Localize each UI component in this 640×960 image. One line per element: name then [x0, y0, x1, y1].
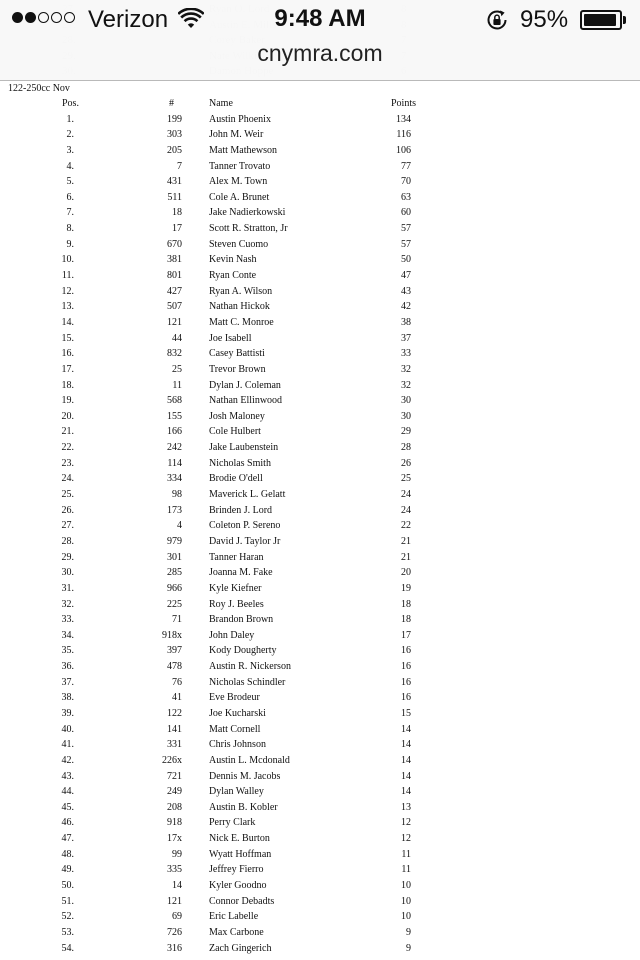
- number-cell: 99: [172, 848, 182, 860]
- ios-browser-top-bar: [0, 0, 640, 81]
- number-cell: 478: [167, 661, 182, 673]
- number-cell: 141: [167, 723, 182, 735]
- number-cell: 122: [167, 707, 182, 719]
- pos-cell: 38.: [61, 692, 74, 704]
- pos-cell: 9.: [66, 238, 74, 250]
- points-cell: 70: [401, 176, 411, 188]
- number-cell: 18: [172, 207, 182, 219]
- pos-cell: 2.: [66, 129, 74, 141]
- pos-cell: 15.: [61, 332, 74, 344]
- number-cell: 208: [167, 801, 182, 813]
- number-cell: 285: [167, 567, 182, 579]
- table-row: [0, 190, 640, 206]
- table-row: [0, 268, 640, 284]
- number-cell: 14: [172, 880, 182, 892]
- points-cell: 33: [401, 348, 411, 360]
- points-cell: 16: [401, 661, 411, 673]
- battery-percentage: 95%: [520, 6, 569, 33]
- rider-name-cell: Brinden J. Lord: [209, 504, 273, 516]
- number-cell: 76: [172, 676, 182, 688]
- table-row: [0, 690, 640, 706]
- points-cell: 16: [401, 676, 411, 688]
- pos-cell: 13.: [61, 301, 74, 313]
- points-cell: 50: [401, 254, 411, 266]
- battery-tip: [623, 16, 626, 24]
- rider-name-cell: Maverick L. Gelatt: [209, 489, 286, 501]
- pos-cell: 24.: [61, 473, 74, 485]
- points-cell: 14: [401, 786, 411, 798]
- pos-cell: 45.: [61, 801, 74, 813]
- points-cell: 11: [401, 848, 411, 860]
- points-cell: 20: [401, 567, 411, 579]
- points-cell: 12: [401, 833, 411, 845]
- pos-cell: 53.: [61, 926, 74, 938]
- pos-cell: 50.: [61, 880, 74, 892]
- rider-name-cell: Cole Hulbert: [209, 426, 261, 438]
- pos-cell: 1.: [66, 113, 74, 125]
- rider-name-cell: Wyatt Hoffman: [209, 848, 272, 860]
- points-cell: 43: [401, 285, 411, 297]
- rider-name-cell: Austin L. Mcdonald: [209, 754, 290, 766]
- table-row: [0, 456, 640, 472]
- table-row: [0, 612, 640, 628]
- number-cell: 173: [167, 504, 182, 516]
- table-row: [0, 737, 640, 753]
- points-cell: 12: [401, 817, 411, 829]
- table-row: [0, 550, 640, 566]
- number-cell: 155: [167, 410, 182, 422]
- number-cell: 966: [167, 582, 182, 594]
- table-row: [0, 205, 640, 221]
- rider-name-cell: Steven Cuomo: [209, 238, 269, 250]
- table-row: [0, 925, 640, 941]
- number-cell: 918: [167, 817, 182, 829]
- table-row: [0, 800, 640, 816]
- rider-name-cell: Brodie O'dell: [209, 473, 263, 485]
- table-row: [0, 440, 640, 456]
- table-row: [0, 815, 640, 831]
- rider-name-cell: Jake Laubenstein: [209, 442, 279, 454]
- points-cell: 30: [401, 395, 411, 407]
- pos-cell: 46.: [61, 817, 74, 829]
- pos-cell: 36.: [61, 661, 74, 673]
- number-cell: 17x: [167, 833, 182, 845]
- rider-name-cell: Ryan Conte: [209, 270, 257, 282]
- battery-icon: [580, 10, 622, 30]
- table-row: [0, 878, 640, 894]
- column-header-pos: Pos.: [62, 98, 79, 109]
- pos-cell: 47.: [61, 833, 74, 845]
- table-row: [0, 597, 640, 613]
- standings-header-row: [0, 96, 640, 112]
- rider-name-cell: Zach Gingerich: [209, 942, 272, 954]
- standings-rows: [0, 112, 640, 957]
- pos-cell: 41.: [61, 739, 74, 751]
- pos-cell: 31.: [61, 582, 74, 594]
- rider-name-cell: Trevor Brown: [209, 363, 266, 375]
- rider-name-cell: Austin Phoenix: [209, 113, 271, 125]
- table-row: [0, 565, 640, 581]
- pos-cell: 26.: [61, 504, 74, 516]
- table-row: [0, 706, 640, 722]
- rider-name-cell: Matt Mathewson: [209, 144, 278, 156]
- pos-cell: 8.: [66, 223, 74, 235]
- pos-cell: 21.: [61, 426, 74, 438]
- points-cell: 134: [396, 113, 411, 125]
- pos-cell: 32.: [61, 598, 74, 610]
- rider-name-cell: John M. Weir: [209, 129, 264, 141]
- number-cell: 726: [167, 926, 182, 938]
- table-row: [0, 675, 640, 691]
- rider-name-cell: Dylan J. Coleman: [209, 379, 281, 391]
- rider-name-cell: Nathan Ellinwood: [209, 395, 283, 407]
- number-cell: 316: [167, 942, 182, 954]
- carrier-name: Verizon: [88, 6, 169, 33]
- number-cell: 249: [167, 786, 182, 798]
- pos-cell: 19.: [61, 395, 74, 407]
- number-cell: 4: [177, 520, 182, 532]
- table-row: [0, 378, 640, 394]
- table-row: [0, 471, 640, 487]
- number-cell: 335: [167, 864, 182, 876]
- table-row: [0, 159, 640, 175]
- rider-name-cell: Kyler Goodno: [209, 880, 267, 892]
- number-cell: 121: [167, 316, 182, 328]
- points-cell: 22: [401, 520, 411, 532]
- points-cell: 24: [401, 504, 411, 516]
- pos-cell: 27.: [61, 520, 74, 532]
- table-row: [0, 331, 640, 347]
- number-cell: 979: [167, 535, 182, 547]
- points-cell: 13: [401, 801, 411, 813]
- pos-cell: 43.: [61, 770, 74, 782]
- number-cell: 41: [172, 692, 182, 704]
- table-row: [0, 143, 640, 159]
- points-cell: 14: [401, 770, 411, 782]
- points-cell: 18: [401, 614, 411, 626]
- table-row: [0, 503, 640, 519]
- table-row: [0, 534, 640, 550]
- pos-cell: 33.: [61, 614, 74, 626]
- number-cell: 721: [167, 770, 182, 782]
- table-row: [0, 847, 640, 863]
- points-cell: 30: [401, 410, 411, 422]
- number-cell: 511: [167, 191, 182, 203]
- number-cell: 301: [167, 551, 182, 563]
- table-row: [0, 409, 640, 425]
- points-cell: 21: [401, 551, 411, 563]
- number-cell: 832: [167, 348, 182, 360]
- rider-name-cell: Austin B. Kobler: [209, 801, 278, 813]
- points-cell: 15: [401, 707, 411, 719]
- table-row: [0, 941, 640, 957]
- rider-name-cell: Kyle Kiefner: [209, 582, 262, 594]
- points-cell: 57: [401, 223, 411, 235]
- pos-cell: 6.: [66, 191, 74, 203]
- number-cell: 331: [167, 739, 182, 751]
- number-cell: 427: [167, 285, 182, 297]
- points-cell: 9: [406, 926, 411, 938]
- number-cell: 25: [172, 363, 182, 375]
- points-cell: 19: [401, 582, 411, 594]
- number-cell: 69: [172, 911, 182, 923]
- table-row: [0, 581, 640, 597]
- rider-name-cell: Ryan A. Wilson: [209, 285, 273, 297]
- rider-name-cell: Tanner Trovato: [209, 160, 271, 172]
- rider-name-cell: David J. Taylor Jr: [209, 535, 281, 547]
- table-row: [0, 362, 640, 378]
- rider-name-cell: Nick E. Burton: [209, 833, 270, 845]
- points-cell: 17: [401, 629, 411, 641]
- rider-name-cell: Brandon Brown: [209, 614, 274, 626]
- rider-name-cell: Alex M. Town: [209, 176, 268, 188]
- pos-cell: 30.: [61, 567, 74, 579]
- table-row: [0, 659, 640, 675]
- points-cell: 42: [401, 301, 411, 313]
- pos-cell: 54.: [61, 942, 74, 954]
- number-cell: 431: [167, 176, 182, 188]
- pos-cell: 44.: [61, 786, 74, 798]
- number-cell: 670: [167, 238, 182, 250]
- pos-cell: 16.: [61, 348, 74, 360]
- column-header-number: #: [169, 98, 174, 109]
- rider-name-cell: Jeffrey Fierro: [209, 864, 264, 876]
- table-row: [0, 315, 640, 331]
- rider-name-cell: Casey Battisti: [209, 348, 265, 360]
- pos-cell: 48.: [61, 848, 74, 860]
- rider-name-cell: Joanna M. Fake: [209, 567, 273, 579]
- rider-name-cell: Roy J. Beeles: [209, 598, 264, 610]
- points-cell: 11: [401, 864, 411, 876]
- pos-cell: 39.: [61, 707, 74, 719]
- points-cell: 32: [401, 379, 411, 391]
- rider-name-cell: Austin R. Nickerson: [209, 661, 291, 673]
- points-cell: 63: [401, 191, 411, 203]
- points-cell: 32: [401, 363, 411, 375]
- table-row: [0, 424, 640, 440]
- column-header-name: Name: [209, 98, 233, 109]
- points-cell: 106: [396, 144, 411, 156]
- table-row: [0, 112, 640, 128]
- table-row: [0, 127, 640, 143]
- rider-name-cell: Scott R. Stratton, Jr: [209, 223, 288, 235]
- number-cell: 205: [167, 144, 182, 156]
- pos-cell: 3.: [66, 144, 74, 156]
- table-row: [0, 769, 640, 785]
- rider-name-cell: Chris Johnson: [209, 739, 266, 751]
- rider-name-cell: Max Carbone: [209, 926, 264, 938]
- pos-cell: 7.: [66, 207, 74, 219]
- pos-cell: 23.: [61, 457, 74, 469]
- number-cell: 918x: [162, 629, 182, 641]
- points-cell: 9: [406, 942, 411, 954]
- pos-cell: 17.: [61, 363, 74, 375]
- rider-name-cell: Tanner Haran: [209, 551, 264, 563]
- class-title: 122-250cc Nov: [8, 83, 70, 94]
- points-cell: 24: [401, 489, 411, 501]
- rider-name-cell: Nathan Hickok: [209, 301, 270, 313]
- pos-cell: 10.: [61, 254, 74, 266]
- number-cell: 226x: [162, 754, 182, 766]
- points-cell: 10: [401, 911, 411, 923]
- table-row: [0, 784, 640, 800]
- points-cell: 38: [401, 316, 411, 328]
- points-cell: 25: [401, 473, 411, 485]
- pos-cell: 20.: [61, 410, 74, 422]
- pos-cell: 18.: [61, 379, 74, 391]
- rider-name-cell: Connor Debadts: [209, 895, 275, 907]
- pos-cell: 5.: [66, 176, 74, 188]
- table-row: [0, 909, 640, 925]
- pos-cell: 37.: [61, 676, 74, 688]
- address-bar-url[interactable]: cnymra.com: [257, 40, 383, 66]
- number-cell: 199: [167, 113, 182, 125]
- table-row: [0, 284, 640, 300]
- points-cell: 116: [396, 129, 411, 141]
- points-cell: 77: [401, 160, 411, 172]
- points-cell: 26: [401, 457, 411, 469]
- number-cell: 121: [167, 895, 182, 907]
- points-cell: 14: [401, 723, 411, 735]
- table-row: [0, 237, 640, 253]
- points-cell: 47: [401, 270, 411, 282]
- table-row: [0, 722, 640, 738]
- number-cell: 242: [167, 442, 182, 454]
- points-cell: 14: [401, 739, 411, 751]
- clock: 9:48 AM: [274, 5, 366, 32]
- number-cell: 44: [172, 332, 182, 344]
- column-header-points: Points: [391, 98, 417, 109]
- rider-name-cell: John Daley: [209, 629, 255, 641]
- number-cell: 801: [167, 270, 182, 282]
- number-cell: 166: [167, 426, 182, 438]
- rider-name-cell: Joe Kucharski: [209, 707, 266, 719]
- table-row: [0, 831, 640, 847]
- pos-cell: 42.: [61, 754, 74, 766]
- pos-cell: 29.: [61, 551, 74, 563]
- number-cell: 17: [172, 223, 182, 235]
- pos-cell: 11.: [61, 270, 74, 282]
- rider-name-cell: Dylan Walley: [209, 786, 264, 798]
- pos-cell: 34.: [61, 629, 74, 641]
- points-cell: 21: [401, 535, 411, 547]
- rider-name-cell: Nicholas Schindler: [209, 676, 286, 688]
- pos-cell: 25.: [61, 489, 74, 501]
- table-row: [0, 753, 640, 769]
- table-row: [0, 487, 640, 503]
- pos-cell: 4.: [66, 160, 74, 172]
- table-row: [0, 221, 640, 237]
- number-cell: 381: [167, 254, 182, 266]
- table-row: [0, 299, 640, 315]
- pos-cell: 22.: [61, 442, 74, 454]
- number-cell: 7: [177, 160, 182, 172]
- rider-name-cell: Nicholas Smith: [209, 457, 271, 469]
- rider-name-cell: Josh Maloney: [209, 410, 265, 422]
- points-cell: 60: [401, 207, 411, 219]
- pos-cell: 35.: [61, 645, 74, 657]
- points-cell: 16: [401, 692, 411, 704]
- table-row: [0, 862, 640, 878]
- points-cell: 28: [401, 442, 411, 454]
- rider-name-cell: Eve Brodeur: [209, 692, 260, 704]
- points-cell: 37: [401, 332, 411, 344]
- battery-level-fill: [584, 14, 616, 26]
- points-cell: 29: [401, 426, 411, 438]
- table-row: [0, 174, 640, 190]
- number-cell: 568: [167, 395, 182, 407]
- number-cell: 397: [167, 645, 182, 657]
- number-cell: 507: [167, 301, 182, 313]
- pos-cell: 28.: [61, 535, 74, 547]
- points-cell: 57: [401, 238, 411, 250]
- table-row: [0, 252, 640, 268]
- table-row: [0, 628, 640, 644]
- rider-name-cell: Kody Dougherty: [209, 645, 277, 657]
- number-cell: 303: [167, 129, 182, 141]
- table-row: [0, 518, 640, 534]
- table-row: [0, 346, 640, 362]
- rider-name-cell: Coleton P. Sereno: [209, 520, 281, 532]
- rider-name-cell: Perry Clark: [209, 817, 256, 829]
- points-cell: 18: [401, 598, 411, 610]
- rider-name-cell: Eric Labelle: [209, 911, 259, 923]
- rotation-lock-icon: [485, 8, 509, 37]
- rider-name-cell: Dennis M. Jacobs: [209, 770, 281, 782]
- points-cell: 10: [401, 880, 411, 892]
- points-cell: 10: [401, 895, 411, 907]
- number-cell: 225: [167, 598, 182, 610]
- points-cell: 16: [401, 645, 411, 657]
- rider-name-cell: Joe Isabell: [209, 332, 252, 344]
- pos-cell: 40.: [61, 723, 74, 735]
- rider-name-cell: Cole A. Brunet: [209, 191, 270, 203]
- pos-cell: 12.: [61, 285, 74, 297]
- rider-name-cell: Jake Nadierkowski: [209, 207, 286, 219]
- number-cell: 114: [167, 457, 182, 469]
- number-cell: 98: [172, 489, 182, 501]
- number-cell: 11: [172, 379, 182, 391]
- number-cell: 334: [167, 473, 182, 485]
- number-cell: 71: [172, 614, 182, 626]
- pos-cell: 52.: [61, 911, 74, 923]
- standings-table: [0, 96, 640, 956]
- table-row: [0, 393, 640, 409]
- rider-name-cell: Matt Cornell: [209, 723, 261, 735]
- pos-cell: 51.: [61, 895, 74, 907]
- pos-cell: 14.: [61, 316, 74, 328]
- points-cell: 14: [401, 754, 411, 766]
- rider-name-cell: Matt C. Monroe: [209, 316, 274, 328]
- rider-name-cell: Kevin Nash: [209, 254, 257, 266]
- pos-cell: 49.: [61, 864, 74, 876]
- table-row: [0, 643, 640, 659]
- table-row: [0, 894, 640, 910]
